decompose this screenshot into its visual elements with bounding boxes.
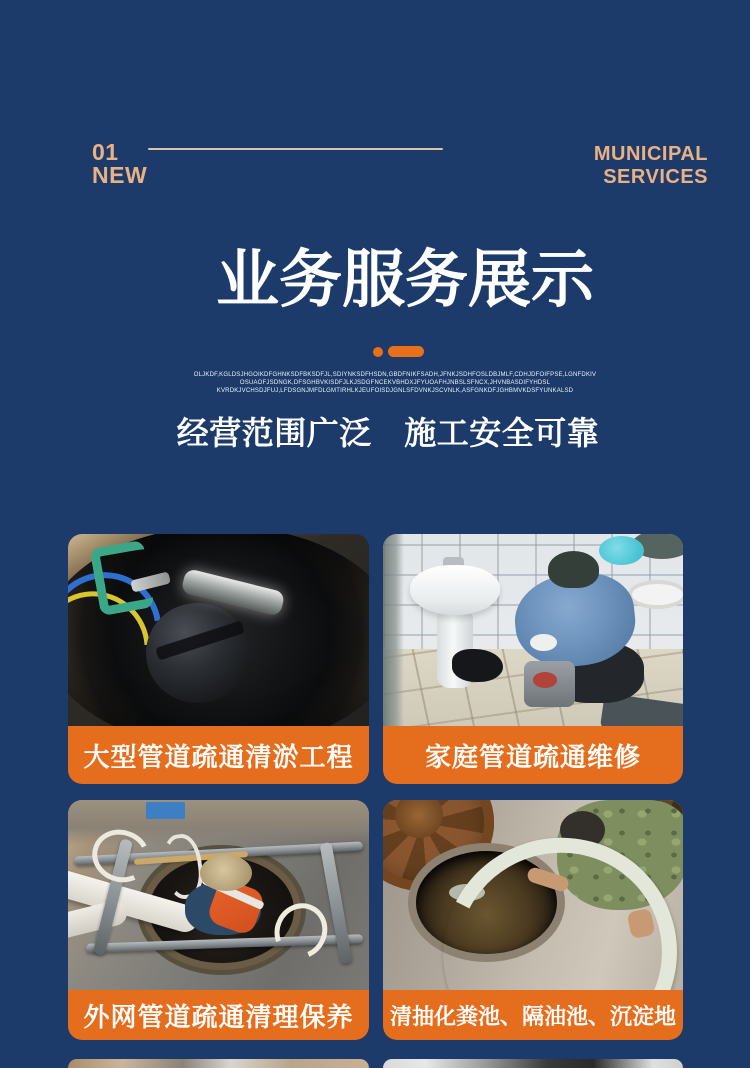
header-right-label (594, 143, 708, 189)
header-divider-line (148, 148, 443, 150)
service-cards-grid (68, 534, 683, 1040)
section-label-text: NEW (92, 162, 148, 188)
service-card-septic-suction[interactable] (383, 800, 683, 1040)
service-card-sludge-dredging[interactable] (68, 534, 369, 784)
ornament-dot (373, 347, 383, 357)
pedestal-sink (410, 565, 500, 615)
next-row-card-peek-right (383, 1059, 683, 1068)
worker-sun-hat (200, 855, 251, 891)
service-card-caption: 大型管道疏通清淤工程 (68, 726, 369, 784)
home-bathroom-pipe-repair-photo[interactable] (383, 534, 683, 726)
street-manhole-maintenance-photo[interactable] (68, 800, 369, 990)
ornament-bar (388, 346, 424, 357)
blue-toolbox (146, 802, 185, 819)
teal-bucket (599, 536, 644, 565)
septic-tank-suction-photo[interactable] (383, 800, 683, 990)
services-text: SERVICES (603, 166, 708, 188)
worker-glove (530, 634, 557, 651)
manhole-sludge-dredging-photo[interactable] (68, 534, 369, 726)
section-number (92, 141, 147, 187)
scaffold-pipe (319, 842, 352, 964)
fine-print-line: KVRDKJVCHSDJFUJ,LFDSGNJMFDLGMTIRHLKJEUFOISDJGNLSFDVNKJSCVNLK,ASFGNKDFJGHBMVKDSFYUNKALSD (216, 388, 574, 394)
worker-cap (548, 551, 599, 587)
service-card-caption: 外网管道疏通清理保养 (68, 990, 369, 1040)
machine-reel (533, 672, 557, 687)
service-card-caption: 家庭管道疏通维修 (383, 726, 683, 784)
fine-print-line: OSUAOFJSDNGK,DFSGHBVKISDFJLKJSDGFNCEKVBHDXJFYUOAFHJNBSLSFNCX,JHVNBASDIFYHDSL (239, 380, 551, 386)
black-bag (452, 649, 503, 682)
service-card-home-repair[interactable] (383, 534, 683, 784)
fine-print-line: OLJKDF,KGLDSJHGOIKDFGHNKSDFBKSDFJL,SDIYNKSDFHSDN,GBDFNIKFSADH,JFNKJSDHFOSLDBJMLF,CDHJDFOIFPSE,LGNFDKIV (193, 372, 597, 378)
door-frame (383, 534, 404, 726)
next-row-card-peek-left (68, 1059, 369, 1068)
title-underline-ornament (23, 346, 750, 357)
municipal-text: MUNICIPAL (593, 143, 708, 165)
service-card-outdoor-maintenance[interactable] (68, 800, 369, 1040)
squat-toilet (632, 584, 683, 605)
service-card-caption: 清抽化粪池、隔油池、沉淀地 (383, 990, 683, 1040)
page-title: 业务服务展示 (216, 245, 594, 315)
fine-print (20, 371, 750, 395)
section-number-text: 01 (92, 139, 119, 165)
page-subtitle: 经营范围广泛 施工安全可靠 (176, 415, 600, 451)
